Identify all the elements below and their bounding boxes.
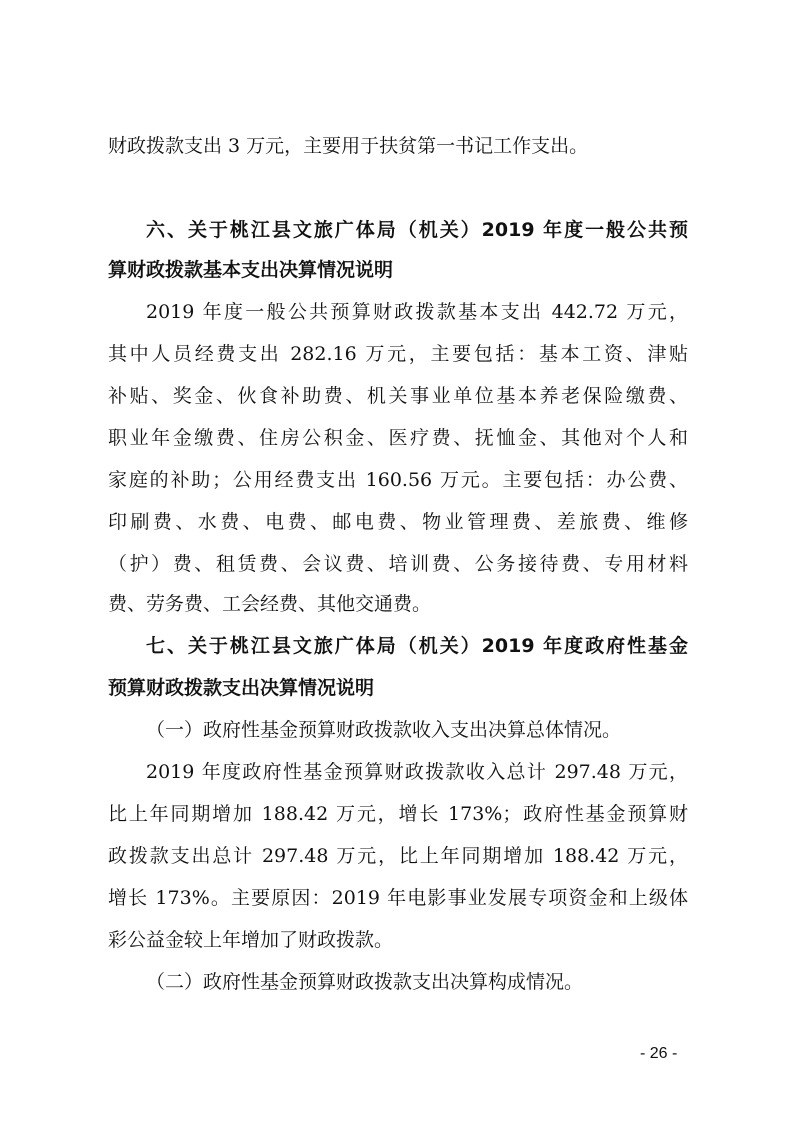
body-text-line: 比上年同期增加 188.42 万元，增长 173%；政府性基金预算财 [108,803,688,825]
body-text-line: 增长 173%。主要原因：2019 年电影事业发展专项资金和上级体 [108,887,688,909]
body-text-line: 其中人员经费支出 282.16 万元，主要包括：基本工资、津贴 [108,343,688,365]
section-heading: 六、关于桃江县文旅广体局（机关）2019 年度一般公共预 [146,219,688,241]
body-text-line: 家庭的补助；公用经费支出 160.56 万元。主要包括：办公费、 [108,469,688,491]
body-text-line: 补贴、奖金、伙食补助费、机关事业单位基本养老保险缴费、 [108,385,688,407]
section-heading: 算财政拨款基本支出决算情况说明 [108,259,394,281]
body-text-line: （护）费、租赁费、会议费、培训费、公务接待费、专用材料 [108,553,688,575]
subsection-heading: （二）政府性基金预算财政拨款支出决算构成情况。 [146,971,584,993]
body-text-line: 2019 年度政府性基金预算财政拨款收入总计 297.48 万元， [146,761,688,783]
section-heading: 七、关于桃江县文旅广体局（机关）2019 年度政府性基金 [146,635,688,657]
body-text-line: 财政拨款支出 3 万元，主要用于扶贫第一书记工作支出。 [108,135,589,157]
subsection-heading: （一）政府性基金预算财政拨款收入支出决算总体情况。 [146,719,622,741]
section-heading: 预算财政拨款支出决算情况说明 [108,677,375,699]
body-text-line: 彩公益金较上年增加了财政拨款。 [108,929,394,951]
page-number: - 26 - [640,1045,678,1062]
body-text-line: 政拨款支出总计 297.48 万元，比上年同期增加 188.42 万元， [108,845,688,867]
body-text-line: 费、劳务费、工会经费、其他交通费。 [108,593,432,615]
body-text-line: 印刷费、水费、电费、邮电费、物业管理费、差旅费、维修 [108,511,688,533]
body-text-line: 职业年金缴费、住房公积金、医疗费、抚恤金、其他对个人和 [108,427,688,449]
body-text-line: 2019 年度一般公共预算财政拨款基本支出 442.72 万元， [146,301,688,323]
